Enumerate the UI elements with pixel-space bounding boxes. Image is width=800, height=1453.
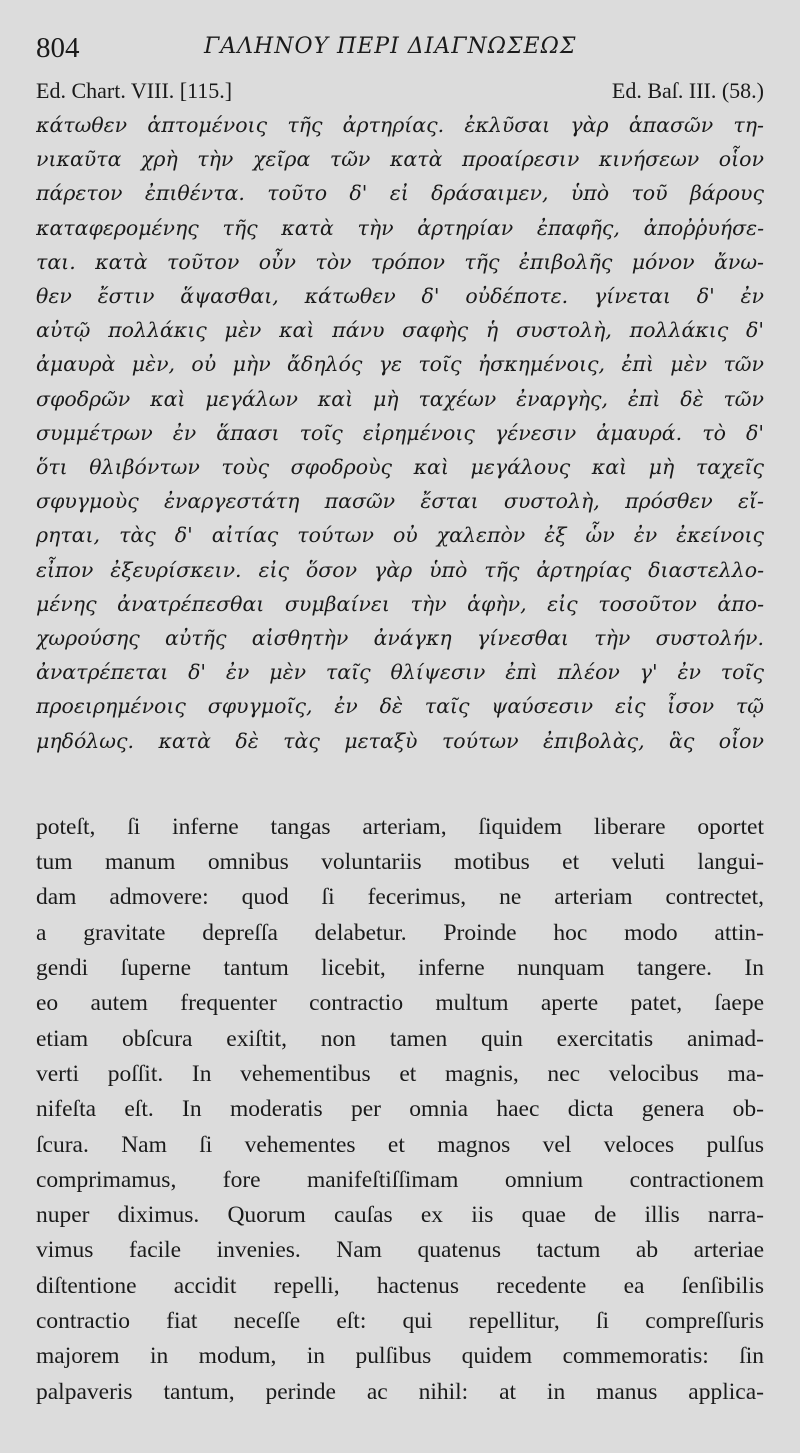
latin-text-line: tum manum omnibus voluntariis motibus et veluti langui- (36, 849, 764, 876)
greek-text-line: πάρετον ἐπιθέντα. τοῦτο δ' εἰ δράσαιμεν, ὑπὸ τοῦ βάρους (36, 181, 764, 206)
latin-text-line: a gravitate depreſſa delabetur. Proinde hoc modo attin- (36, 919, 764, 946)
latin-text-line: vimus facile invenies. Nam quatenus tactum ab arteriae (36, 1237, 764, 1264)
latin-text-line: etiam obſcura exiſtit, non tamen quin exercitatis animad- (36, 1025, 764, 1052)
latin-text-line: palpaveris tantum, perinde ac nihil: at in manus applica- (36, 1378, 764, 1405)
greek-text-line: ται. κατὰ τοῦτον οὖν τὸν τρόπον τῆς ἐπιβολῆς μόνον ἄνω- (36, 249, 764, 274)
greek-text-line: καταφερομένης τῆς κατὰ τὴν ἀρτηρίαν ἐπαφῆς, ἀποῤῥυήσε- (36, 215, 764, 240)
latin-text-line: dam admovere: quod ſi fecerimus, ne arteriam contrectet, (36, 884, 764, 911)
greek-text-block (36, 108, 764, 758)
greek-text-line: κάτωθεν ἁπτομένοις τῆς ἀρτηρίας. ἐκλῦσαι γὰρ ἁπασῶν τη- (36, 113, 764, 137)
latin-text-line: contractio fiat neceſſe eſt: qui repellitur, ſi compreſſuris (36, 1308, 764, 1335)
greek-text-line: χωρούσης αὐτῆς αἰσθητὴν ἀνάγκη γίνεσθαι τὴν συστολήν. (36, 626, 764, 651)
latin-text-line: verti poſſit. In vehementibus et magnis, nec velocibus ma- (36, 1060, 764, 1087)
latin-text-line: majorem in modum, in pulſibus quidem commemoratis: ſin (36, 1343, 764, 1370)
greek-text-line: προειρημένοις σφυγμοῖς, ἐν δὲ ταῖς ψαύσεσιν εἰς ἶσον τῷ (36, 694, 764, 719)
latin-text-line: nifeſta eſt. In moderatis per omnia haec dicta genera ob- (36, 1096, 764, 1123)
greek-text-line: εἶπον ἐξευρίσκειν. εἰς ὅσον γὰρ ὑπὸ τῆς ἀρτηρίας διαστελλο- (36, 557, 764, 582)
latin-text-line: diſtentione accidit repelli, hactenus recedente ea ſenſibilis (36, 1272, 764, 1299)
edition-line (36, 78, 764, 108)
latin-text-line: eo autem frequenter contractio multum aperte patet, ſaepe (36, 990, 764, 1017)
latin-text-line: gendi ſuperne tantum licebit, inferne nunquam tangere. In (36, 955, 764, 982)
latin-text-line: poteſt, ſi inferne tangas arteriam, ſiquidem liberare oportet (36, 813, 764, 840)
greek-text-line: σφοδρῶν καὶ μεγάλων καὶ μὴ ταχέων ἐναργὴς, ἐπὶ δὲ τῶν (36, 386, 764, 411)
latin-text-line: nuper diximus. Quorum cauſas ex iis quae de illis narra- (36, 1202, 764, 1229)
greek-text-line: ρηται, τὰς δ' αἰτίας τούτων οὐ χαλεπὸν ἐξ ὧν ἐν ἐκείνοις (36, 523, 764, 548)
page-number: 804 (36, 32, 80, 64)
greek-text-line: μένης ἀνατρέπεσθαι συμβαίνει τὴν ἁφὴν, εἰς τοσοῦτον ἀπο- (36, 591, 764, 616)
greek-text-line: θεν ἔστιν ἅψασθαι, κάτωθεν δ' οὐδέποτε. γίνεται δ' ἐν (36, 284, 764, 309)
greek-text-line: σφυγμοὺς ἐναργεστάτη πασῶν ἔσται συστολὴ, πρόσθεν εἴ- (36, 489, 764, 514)
edition-basel: Ed. Baſ. III. (58.) (611, 78, 764, 103)
greek-text-line: ὅτι θλιβόντων τοὺς σφοδροὺς καὶ μεγάλους καὶ μὴ ταχεῖς (36, 455, 764, 480)
greek-text-line: ἀνατρέπεται δ' ἐν μὲν ταῖς θλίψεσιν ἐπὶ πλέον γ' ἐν τοῖς (36, 660, 764, 685)
greek-text-line: νικαῦτα χρὴ τὴν χεῖρα τῶν κατὰ προαίρεσιν κινήσεων οἷον (36, 147, 764, 172)
greek-text-line: αὐτῷ πολλάκις μὲν καὶ πάνυ σαφὴς ἡ συστολὴ, πολλάκις δ' (36, 318, 764, 343)
running-title: ΓΑΛΗΝΟΥ ΠΕΡΙ ΔΙΑΓΝΩΣΕΩΣ (204, 34, 577, 59)
greek-text-line: συμμέτρων ἐν ἅπασι τοῖς εἰρημένοις γένεσιν ἀμαυρά. τὸ δ' (36, 420, 764, 445)
latin-text-block (36, 810, 764, 1410)
greek-text-line: μηδόλως. κατὰ δὲ τὰς μεταξὺ τούτων ἐπιβολὰς, ἃς οἷον (36, 728, 764, 753)
edition-chartier: Ed. Chart. VIII. [115.] (36, 78, 233, 103)
latin-text-line: ſcura. Nam ſi vehementes et magnos vel veloces pulſus (36, 1131, 764, 1158)
page-header (36, 30, 764, 74)
latin-text-line: comprimamus, fore manifeſtiſſimam omnium contractionem (36, 1166, 764, 1193)
greek-text-line: ἀμαυρὰ μὲν, οὐ μὴν ἄδηλός γε τοῖς ἠσκημένοις, ἐπὶ μὲν τῶν (36, 352, 764, 377)
